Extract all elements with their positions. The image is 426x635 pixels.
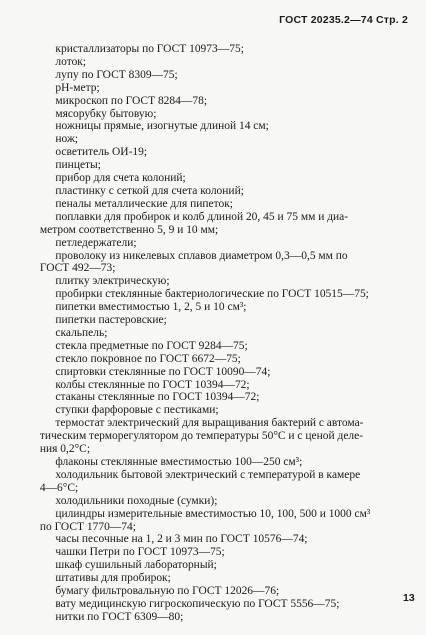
list-item: стаканы стеклянные по ГОСТ 10394—72; [55, 389, 260, 404]
list-item: лупу по ГОСТ 8309—75; [55, 66, 178, 81]
list-item: пеналы металлические для пипеток; [55, 195, 233, 210]
list-item: флаконы стеклянные вместимостью 100—250 см³; [55, 454, 303, 468]
list-item: стекла предметные по ГОСТ 9284—75; [55, 337, 248, 352]
list-item: пипетки пастеровские; [55, 312, 167, 327]
list-item: пластинку с сеткой для счета колоний; [55, 182, 244, 197]
list-item: мясорубку бытовую; [55, 105, 157, 120]
list-item: прибор для счета колоний; [55, 170, 186, 185]
list-item: колбы стеклянные по ГОСТ 10394—72; [55, 376, 250, 391]
list-item: кристаллизаторы по ГОСТ 10973—75; [55, 41, 244, 55]
page-header: ГОСТ 20235.2—74 Стр. 2 [279, 14, 408, 26]
list-item-continuation: тическим терморегулятором до температуры 50°С и с ценой деле- [39, 428, 364, 443]
list-item: скальпель; [55, 324, 108, 339]
list-item: осветитель ОИ-19; [55, 144, 148, 159]
list-item-continuation: ГОСТ 492—73; [39, 260, 116, 275]
list-item: пипетки вместимостью 1, 2, 5 и 10 см³; [55, 299, 247, 314]
list-item: термостат электрический для выращивания бактерий с автома- [55, 415, 364, 430]
list-item-continuation: ния 0,2°С; [39, 441, 91, 456]
list-item: стекло покровное по ГОСТ 6672—75; [55, 350, 241, 365]
list-item: часы песочные на 1, 2 и 3 мин по ГОСТ 10576—74; [55, 531, 308, 546]
list-item: микроскоп по ГОСТ 8284—78; [55, 92, 208, 107]
list-item: холодильник бытовой электрический с температурой в камере [55, 466, 361, 481]
list-item: пробирки стеклянные бактериологические по ГОСТ 10515—75; [55, 286, 369, 301]
list-item: проволоку из никелевых сплавов диаметром 0,3—0,5 мм по [55, 247, 348, 262]
list-item: холодильники походные (сумки); [55, 492, 218, 507]
list-item: нитки по ГОСТ 6309—80; [55, 608, 184, 623]
list-item-continuation: по ГОСТ 1770—74; [39, 518, 136, 533]
list-item: пинцеты; [55, 157, 101, 172]
list-item: плитку электрическую; [55, 273, 170, 288]
list-item: ступки фарфоровые с пестиками; [55, 402, 219, 417]
list-item: ножницы прямые, изогнутые длиной 14 см; [55, 118, 269, 133]
list-item: спиртовки стеклянные по ГОСТ 10090—74; [55, 363, 271, 378]
list-item: pH-метр; [55, 79, 100, 94]
list-item: чашки Петри по ГОСТ 10973—75; [55, 544, 225, 559]
list-item-continuation: метром соответственно 5, 9 и 10 мм; [39, 221, 219, 236]
list-item: нож; [55, 131, 79, 146]
list-item: цилиндры измерительные вместимостью 10, 100, 500 и 1000 см³ [55, 505, 371, 520]
list-item-continuation: 4—6°С; [39, 479, 79, 494]
list-item: поплавки для пробирок и колб длиной 20, 45 и 75 мм и диа- [55, 208, 349, 223]
list-item: вату медицинскую гигроскопическую по ГОСТ 5556—75; [55, 595, 340, 610]
equipment-list [0, 42, 426, 623]
list-item: шкаф сушильный лабораторный; [55, 557, 217, 572]
list-item: лоток; [55, 53, 87, 68]
list-item: петледержатели; [55, 234, 137, 249]
page-number: 13 [403, 592, 415, 604]
list-item: бумагу фильтровальную по ГОСТ 12026—76; [55, 583, 280, 598]
list-item: штативы для пробирок; [55, 570, 171, 585]
